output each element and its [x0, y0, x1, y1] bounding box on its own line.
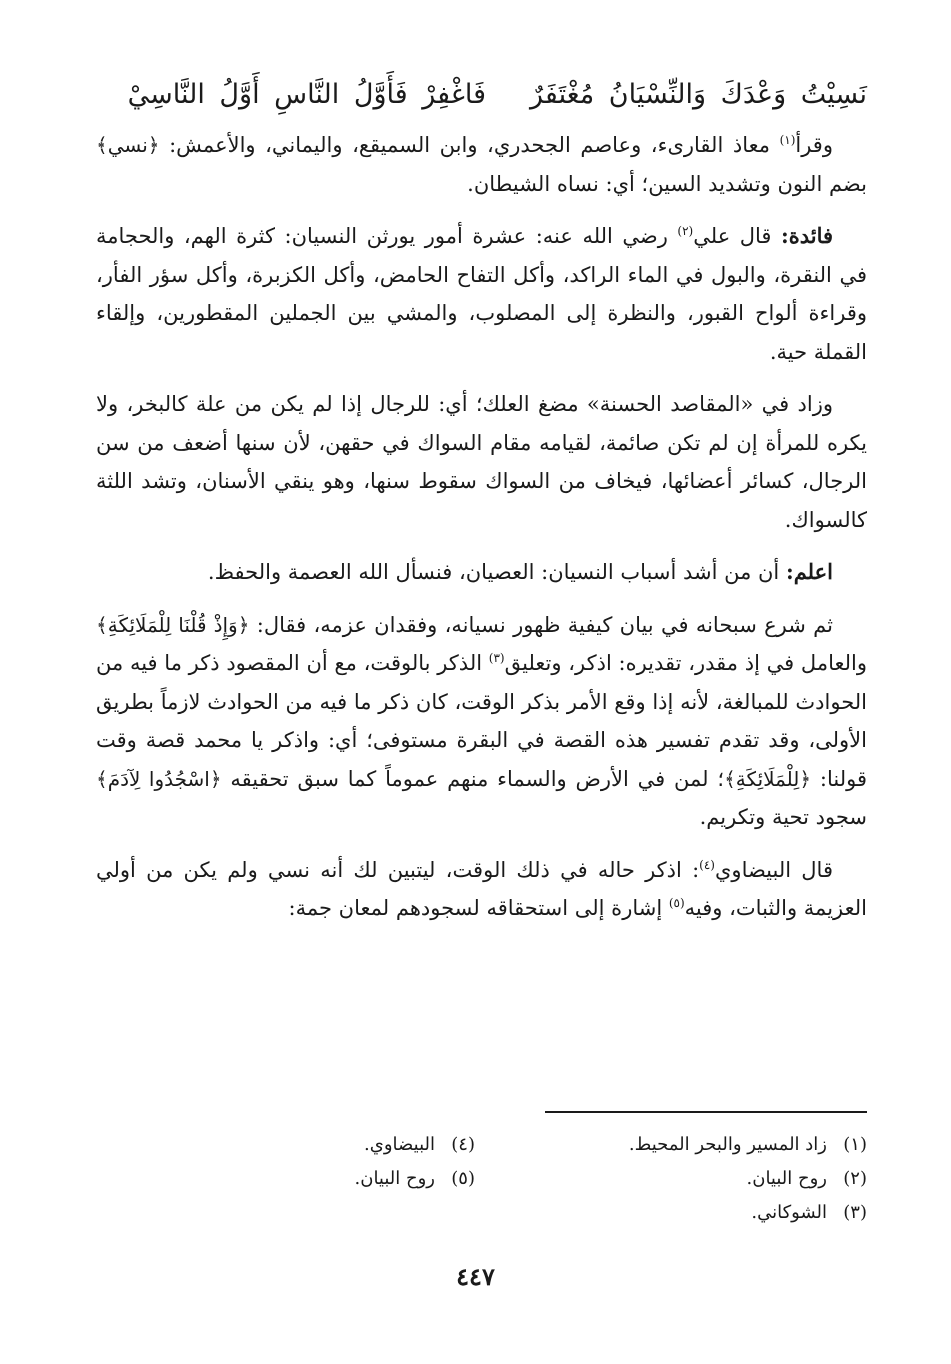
- footnote-divider: [545, 1111, 867, 1113]
- footnote-ref-1: (١): [779, 133, 796, 147]
- text: بضم النون وتشديد السين؛ أي: نساه الشيطان.: [467, 171, 867, 196]
- footnote-ref-4: (٤): [699, 857, 715, 872]
- paragraph-maqasid: [96, 385, 867, 539]
- paragraph-ilam: [96, 553, 867, 592]
- lead-word: اعلم:: [785, 559, 833, 584]
- footnote-1: [629, 1128, 867, 1162]
- verse-left-hemistich: فَاغْفِرْ فَأَوَّلُ النَّاسِ أَوَّلُ النَّاسِيْ: [127, 79, 487, 110]
- paragraph-faida: [96, 217, 867, 371]
- footnote-ref-3: (٣): [488, 651, 505, 665]
- text: الذكر بالوقت، مع أن المقصود ذكر ما فيه من الحوادث للمبالغة، لأنه إذا وقع الأمر بذكر الوقت، كان ذكر ما فيه من الحوادث لازماً بطريق الأولى، وقد تقدم تفسير هذه القصة في البقرة مستوفى؛ أي: واذكر يا محمد قصة وقت قولنا:: [96, 651, 867, 791]
- text: وقرأ: [795, 133, 833, 157]
- footnote-3: [629, 1196, 867, 1230]
- footnote-4: [355, 1128, 476, 1162]
- page-body: [96, 70, 867, 942]
- footnote-text: زاد المسير والبحر المحيط.: [628, 1134, 827, 1155]
- footnote-ref-5: (٥): [668, 896, 685, 910]
- text: ثم شرع سبحانه في بيان كيفية ظهور نسيانه، وفقدان عزمه، فقال:: [249, 612, 833, 637]
- lead-word: فائدة:: [780, 223, 834, 248]
- paragraph-story: [96, 606, 867, 837]
- footnote-ref-2: (٢): [677, 224, 694, 238]
- verse-right-hemistich: نَسِيْتُ وَعْدَكَ وَالنِّسْيَانُ مُغْتَفَرٌ: [530, 79, 867, 110]
- text: سجود تحية وتكريم.: [699, 805, 867, 829]
- text: قال علي: [693, 224, 781, 248]
- footnote-text: الشوكاني.: [751, 1202, 827, 1223]
- text: ؛ لمن في الأرض والسماء منهم عموماً كما سبق تحقيقه: [221, 766, 725, 791]
- footnote-text: روح البيان.: [354, 1168, 435, 1189]
- footnote-5: [355, 1162, 476, 1196]
- paragraph-qiraat: [96, 126, 867, 203]
- footnote-number: (٢): [843, 1168, 867, 1189]
- text: رضي الله عنه: عشرة أمور يورثن النسيان: كثرة الهم، والحجامة في النقرة، والبول في الماء الراكد، وأكل التفاح الحامض، وأكل الكزبرة، وأكل سؤر الفأر، وقراءة ألواح القبور، والنظرة إلى المصلوب، والمشي بين الجملين المقطورين، وإلقاء القملة حية.: [96, 224, 867, 364]
- footnote-number: (١): [843, 1134, 867, 1155]
- footnotes-left-column: [355, 1128, 476, 1196]
- page-number: ٤٤٧: [456, 1262, 495, 1291]
- quran-quote: ﴿نسي﴾: [96, 133, 160, 157]
- quran-quote: ﴿وَإِذْ قُلْنَا لِلْمَلَائِكَةِ﴾: [96, 612, 250, 637]
- quran-quote: ﴿لِلْمَلَائِكَةِ﴾: [724, 766, 812, 791]
- text: قال البيضاوي: [714, 857, 833, 882]
- text: والعامل في إذ مقدر، تقديره: اذكر، وتعليق: [504, 651, 867, 675]
- footnote-number: (٤): [451, 1134, 475, 1155]
- footnote-number: (٥): [451, 1168, 475, 1189]
- text: إشارة إلى استحقاقه لسجودهم لمعان جمة:: [288, 896, 669, 920]
- footnote-text: البيضاوي.: [364, 1134, 435, 1155]
- poetry-verse: [96, 70, 867, 120]
- footnote-text: روح البيان.: [746, 1168, 827, 1189]
- quran-quote: ﴿اسْجُدُوا لِآدَمَ﴾: [96, 766, 222, 791]
- footnotes-right-column: [629, 1128, 867, 1230]
- text: وزاد في «المقاصد الحسنة» مضغ العلك؛ أي: للرجال إذا لم يكن من علة كالبخر، ولا يكره للمرأة إن لم تكن صائمة، لقيامه مقام السواك في حقهن، لأن سنها أضعف من سن الرجال، كسائر أعضائها، فيخاف من السواك سقوط سنها، وهو ينقي الأسنان، وتشد اللثة كالسواك.: [96, 392, 867, 532]
- text: معاذ القارىء، وعاصم الجحدري، وابن السميقع، واليماني، والأعمش:: [159, 133, 780, 157]
- text: : اذكر حاله في ذلك الوقت، ليتبين لك أنه نسي ولم يكن من أولي العزيمة والثبات، وفيه: [96, 857, 867, 920]
- paragraph-baydawi: [96, 851, 867, 928]
- footnote-2: [629, 1162, 867, 1196]
- text: أن من أشد أسباب النسيان: العصيان، فنسأل الله العصمة والحفظ.: [207, 560, 786, 584]
- footnote-number: (٣): [843, 1202, 867, 1223]
